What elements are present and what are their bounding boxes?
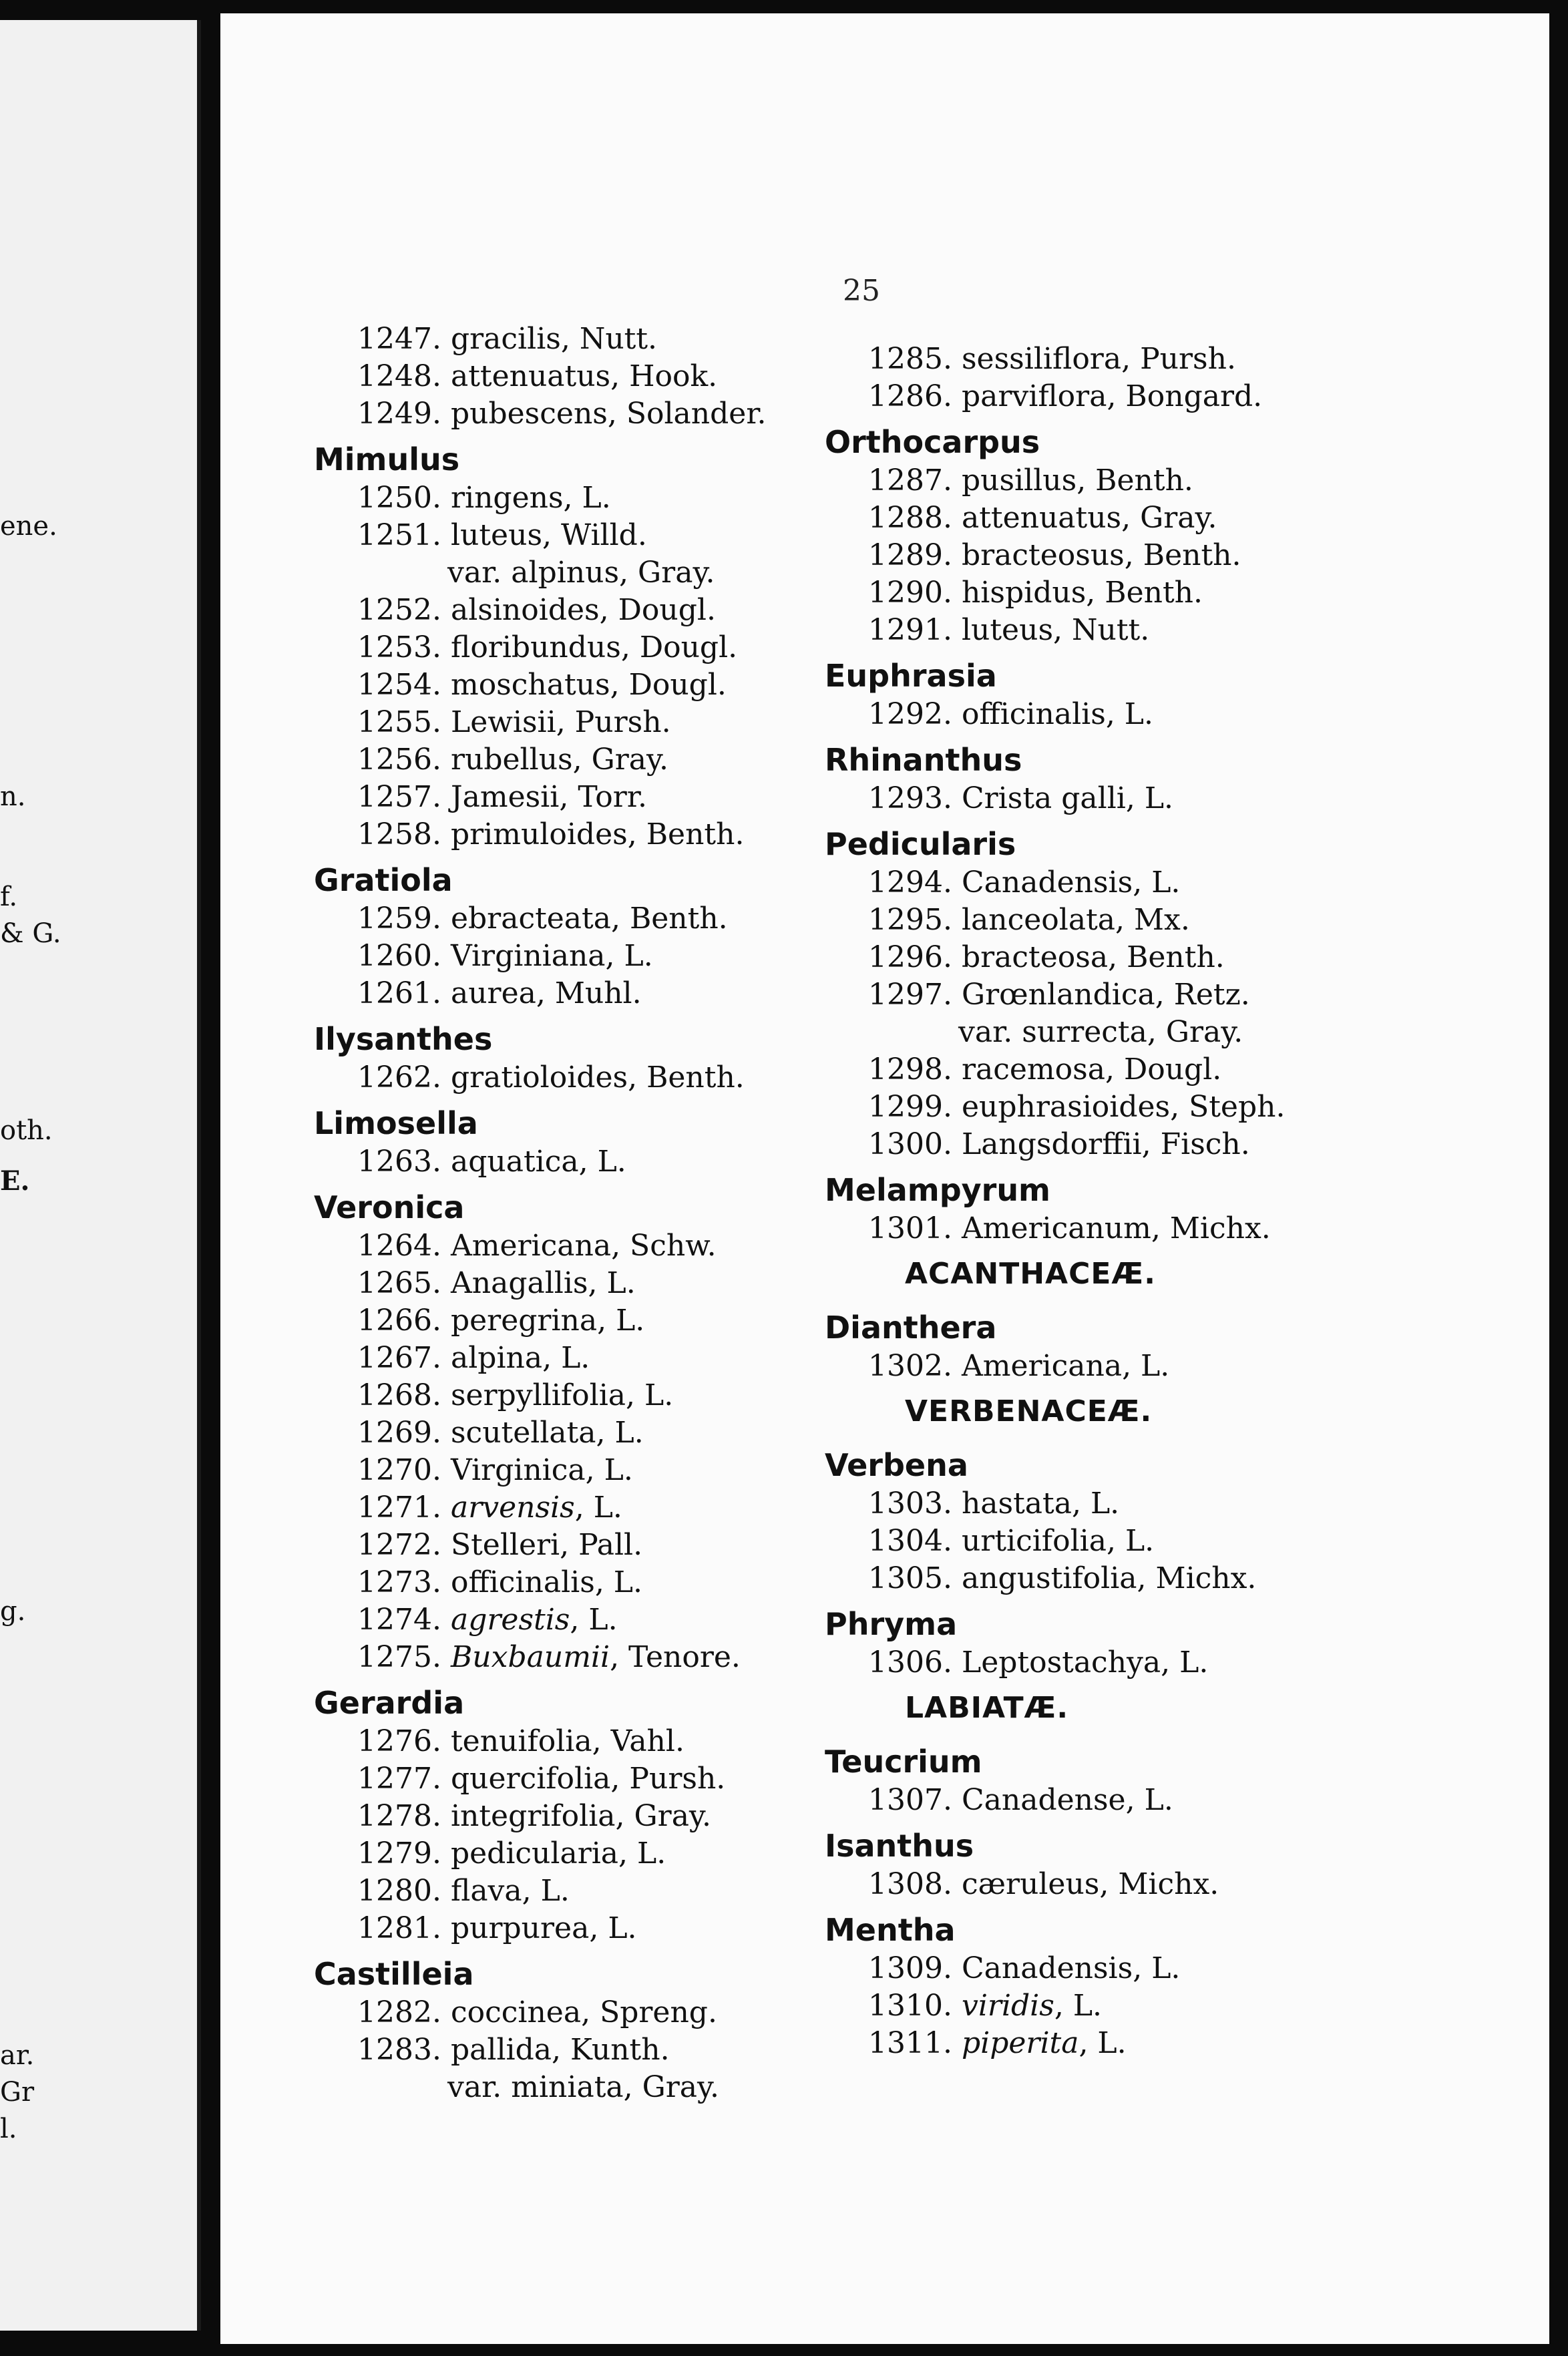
species-entry: 1285. sessiliflora, Pursh.	[825, 341, 1332, 378]
species-number: 1249.	[357, 397, 441, 431]
species-entry: 1252. alsinoides, Dougl.	[314, 592, 781, 629]
species-entry: 1270. Virginica, L.	[314, 1452, 781, 1489]
species-entry: 1289. bracteosus, Benth.	[825, 537, 1332, 574]
species-name: hastata	[961, 1487, 1072, 1521]
species-number: 1258.	[357, 817, 441, 851]
species-authority: Benth.	[1143, 538, 1241, 572]
species-entry: 1296. bracteosa, Benth.	[825, 939, 1332, 976]
species-authority: L.	[637, 1836, 666, 1871]
species-entry: 1250. ringens, L.	[314, 479, 781, 517]
genus-heading: Gerardia	[314, 1685, 465, 1721]
species-authority: Schw.	[630, 1229, 717, 1263]
species-entry: 1254. moschatus, Dougl.	[314, 666, 781, 704]
species-authority: Benth.	[1095, 463, 1193, 498]
species-entry: 1255. Lewisii, Pursh.	[314, 704, 781, 741]
facing-fragment: oth.	[0, 1115, 53, 1146]
facing-fragment: f.	[0, 881, 18, 912]
species-entry: 1260. Virginiana, L.	[314, 938, 781, 975]
species-entry: 1301. Americanum, Michx.	[825, 1210, 1332, 1247]
species-number: 1307.	[868, 1783, 952, 1817]
species-entry: 1251. luteus, Willd.	[314, 517, 781, 554]
species-entry: 1272. Stelleri, Pall.	[314, 1527, 781, 1564]
genus-heading: Pedicularis	[825, 826, 1016, 862]
species-number: 1294.	[868, 865, 952, 900]
species-name: primuloides	[450, 817, 628, 851]
species-number: 1257.	[357, 780, 441, 814]
species-authority: Michx.	[1155, 1561, 1257, 1595]
species-number: 1302.	[868, 1349, 952, 1383]
species-authority: Dougl.	[1123, 1052, 1222, 1087]
species-name: Virginiana	[450, 939, 606, 973]
facing-fragment: ar.	[0, 2040, 35, 2071]
species-name: luteus	[961, 613, 1054, 647]
species-number: 1280.	[357, 1874, 441, 1908]
species-entry: 1297. Grœnlandica, Retz.	[825, 976, 1332, 1014]
species-entry: 1257. Jamesii, Torr.	[314, 779, 781, 816]
species-authority: Pall.	[578, 1528, 643, 1562]
species-name: luteus	[450, 518, 543, 552]
species-entry: 1280. flava, L.	[314, 1873, 781, 1910]
species-authority: L.	[1144, 781, 1174, 815]
species-number: 1309.	[868, 1951, 952, 1985]
species-number: 1260.	[357, 939, 441, 973]
species-name: arvensis	[450, 1491, 575, 1525]
species-name: scutellata	[450, 1416, 596, 1450]
species-number: 1261.	[357, 976, 441, 1010]
species-number: 1250.	[357, 481, 441, 515]
species-name: Canadensis	[961, 1951, 1133, 1985]
species-number: 1295.	[868, 903, 952, 937]
species-entry: 1267. alpina, L.	[314, 1340, 781, 1377]
species-entry: 1248. attenuatus, Hook.	[314, 358, 781, 395]
species-authority: L.	[540, 1874, 570, 1908]
species-authority: L.	[582, 481, 611, 515]
species-name: angustifolia	[961, 1561, 1137, 1595]
species-authority: Benth.	[629, 902, 728, 936]
species-number: 1304.	[868, 1524, 952, 1558]
genus-heading: Verbena	[825, 1447, 968, 1483]
facing-fragment: l.	[0, 2114, 17, 2144]
species-authority: Kunth.	[570, 2033, 670, 2067]
species-entry: 1258. primuloides, Benth.	[314, 816, 781, 853]
genus-heading: Melampyrum	[825, 1172, 1050, 1208]
species-number: 1303.	[868, 1487, 952, 1521]
species-number: 1286.	[868, 379, 952, 413]
species-name: aquatica	[450, 1145, 579, 1179]
species-authority: Willd.	[561, 518, 647, 552]
species-name: Grœnlandica	[961, 978, 1155, 1012]
species-authority: L.	[613, 1565, 643, 1599]
species-name: Jamesii	[450, 780, 560, 814]
facing-fragment: & G.	[0, 918, 61, 949]
species-name: gracilis	[450, 322, 561, 356]
species-number: 1301.	[868, 1211, 952, 1245]
species-entry: 1268. serpyllifolia, L.	[314, 1377, 781, 1414]
species-name: agrestis	[450, 1603, 570, 1637]
facing-fragment: n.	[0, 781, 26, 812]
variety-entry: var. miniata, Gray.	[447, 2070, 719, 2104]
species-name: purpurea	[450, 1911, 590, 1945]
species-number: 1308.	[868, 1867, 952, 1901]
left-column	[314, 321, 781, 2106]
species-entry: 1278. integrifolia, Gray.	[314, 1798, 781, 1835]
right-column	[825, 341, 1332, 2062]
species-name: Canadensis	[961, 865, 1133, 900]
species-name: Americana	[450, 1229, 612, 1263]
species-authority: L.	[616, 1304, 645, 1338]
species-authority: Benth.	[646, 817, 745, 851]
species-number: 1265.	[357, 1266, 441, 1300]
species-authority: L.	[593, 1491, 622, 1525]
species-entry: 1299. euphrasioides, Steph.	[825, 1089, 1332, 1126]
species-name: pusillus	[961, 463, 1077, 498]
species-entry: 1298. racemosa, Dougl.	[825, 1051, 1332, 1089]
species-name: tenuifolia	[450, 1724, 592, 1758]
species-number: 1262.	[357, 1060, 441, 1095]
species-entry: 1308. cæruleus, Michx.	[825, 1866, 1332, 1903]
species-entry: 1307. Canadense, L.	[825, 1782, 1332, 1819]
species-entry: 1265. Anagallis, L.	[314, 1265, 781, 1302]
species-number: 1299.	[868, 1090, 952, 1124]
species-entry: 1253. floribundus, Dougl.	[314, 629, 781, 666]
species-authority: L.	[1125, 1524, 1155, 1558]
species-authority: L.	[1179, 1645, 1209, 1680]
species-number: 1275.	[357, 1640, 441, 1674]
family-heading: VERBENACEÆ.	[905, 1394, 1153, 1428]
species-entry: 1287. pusillus, Benth.	[825, 462, 1332, 500]
species-authority: Michx.	[1118, 1867, 1219, 1901]
species-number: 1283.	[357, 2033, 441, 2067]
species-entry: 1266. peregrina, L.	[314, 1302, 781, 1340]
species-number: 1287.	[868, 463, 952, 498]
species-number: 1269.	[357, 1416, 441, 1450]
species-name: Stelleri	[450, 1528, 560, 1562]
facing-fragment: E.	[0, 1165, 30, 1197]
species-entry: 1306. Leptostachya, L.	[825, 1644, 1332, 1682]
species-name: Virginica	[450, 1453, 586, 1487]
genus-heading: Teucrium	[825, 1744, 982, 1780]
variety-entry: var. surrecta, Gray.	[958, 1015, 1243, 1049]
variety-entry: var. alpinus, Gray.	[447, 556, 715, 590]
species-number: 1288.	[868, 501, 952, 535]
species-number: 1247.	[357, 322, 441, 356]
species-entry: 1294. Canadensis, L.	[825, 864, 1332, 902]
species-authority: Michx.	[1169, 1211, 1271, 1245]
species-name: alpina	[450, 1341, 543, 1375]
facing-fragment: ene.	[0, 511, 57, 542]
species-authority: L.	[1144, 1783, 1173, 1817]
species-entry: 1262. gratioloides, Benth.	[314, 1059, 781, 1097]
genus-heading: Phryma	[825, 1606, 958, 1642]
species-number: 1274.	[357, 1603, 441, 1637]
species-name: urticifolia	[961, 1524, 1107, 1558]
species-name: Leptostachya	[961, 1645, 1161, 1680]
species-name: ebracteata	[450, 902, 611, 936]
species-name: integrifolia	[450, 1799, 616, 1833]
genus-heading: Ilysanthes	[314, 1021, 493, 1057]
species-name: racemosa	[961, 1052, 1105, 1087]
species-entry: 1293. Crista galli, L.	[825, 780, 1332, 817]
species-authority: L.	[1141, 1349, 1170, 1383]
species-authority: Mx.	[1134, 903, 1190, 937]
species-name: officinalis	[450, 1565, 595, 1599]
species-authority: Benth.	[1127, 940, 1225, 974]
species-entry: 1249. pubescens, Solander.	[314, 395, 781, 433]
species-name: bracteosus	[961, 538, 1125, 572]
species-number: 1306.	[868, 1645, 952, 1680]
species-authority: L.	[1151, 1951, 1181, 1985]
species-authority: Pursh.	[1140, 342, 1236, 376]
genus-heading: Castilleia	[314, 1956, 474, 1992]
genus-heading: Dianthera	[825, 1310, 997, 1346]
species-number: 1290.	[868, 576, 952, 610]
species-authority: L.	[1151, 865, 1181, 900]
genus-heading: Mentha	[825, 1912, 956, 1948]
species-entry: 1256. rubellus, Gray.	[314, 741, 781, 779]
family-heading: LABIATÆ.	[905, 1691, 1069, 1725]
species-entry: 1261. aurea, Muhl.	[314, 975, 781, 1012]
genus-heading: Limosella	[314, 1105, 478, 1141]
species-entry: 1269. scutellata, L.	[314, 1414, 781, 1452]
species-number: 1272.	[357, 1528, 441, 1562]
species-entry: 1259. ebracteata, Benth.	[314, 900, 781, 938]
species-entry: 1282. coccinea, Spreng.	[314, 1994, 781, 2031]
species-authority: Benth.	[646, 1060, 745, 1095]
page-number: 25	[843, 274, 880, 308]
species-authority: Nutt.	[1072, 613, 1150, 647]
species-authority: Gray.	[634, 1799, 711, 1833]
species-entry: 1279. pedicularia, L.	[314, 1835, 781, 1873]
species-number: 1259.	[357, 902, 441, 936]
species-name: cæruleus	[961, 1867, 1100, 1901]
genus-heading: Rhinanthus	[825, 742, 1022, 778]
species-name: piperita	[961, 2026, 1079, 2060]
species-name: sessiliflora	[961, 342, 1122, 376]
species-authority: L.	[614, 1416, 644, 1450]
species-name: moschatus	[450, 668, 610, 702]
species-entry: 1300. Langsdorffii, Fisch.	[825, 1126, 1332, 1163]
species-entry: 1283. pallida, Kunth.	[314, 2031, 781, 2069]
species-number: 1296.	[868, 940, 952, 974]
species-entry: 1275. Buxbaumii, Tenore.	[314, 1639, 781, 1676]
species-authority: Solander.	[626, 397, 767, 431]
species-number: 1298.	[868, 1052, 952, 1087]
family-heading: ACANTHACEÆ.	[905, 1257, 1156, 1291]
species-authority: L.	[1097, 2026, 1127, 2060]
species-name: viridis	[961, 1989, 1054, 2023]
species-entry: 1276. tenuifolia, Vahl.	[314, 1723, 781, 1760]
facing-fragment: Gr	[0, 2077, 35, 2108]
species-entry: 1305. angustifolia, Michx.	[825, 1560, 1332, 1597]
facing-fragment: g.	[0, 1596, 26, 1627]
species-authority: L.	[644, 1378, 674, 1412]
species-authority: Nutt.	[579, 322, 658, 356]
species-number: 1300.	[868, 1127, 952, 1161]
species-number: 1279.	[357, 1836, 441, 1871]
species-entry: 1273. officinalis, L.	[314, 1564, 781, 1601]
species-number: 1311.	[868, 2026, 952, 2060]
species-entry: 1303. hastata, L.	[825, 1485, 1332, 1523]
species-authority: Bongard.	[1125, 379, 1263, 413]
species-authority: Pursh.	[629, 1762, 726, 1796]
species-entry: 1288. attenuatus, Gray.	[825, 500, 1332, 537]
species-name: parviflora	[961, 379, 1107, 413]
genus-heading: Orthocarpus	[825, 424, 1040, 460]
species-name: Buxbaumii	[450, 1640, 610, 1674]
species-number: 1291.	[868, 613, 952, 647]
species-number: 1263.	[357, 1145, 441, 1179]
species-number: 1281.	[357, 1911, 441, 1945]
species-number: 1271.	[357, 1491, 441, 1525]
species-entry: 1263. aquatica, L.	[314, 1143, 781, 1181]
species-entry: 1302. Americana, L.	[825, 1348, 1332, 1385]
species-number: 1305.	[868, 1561, 952, 1595]
species-name: euphrasioides	[961, 1090, 1171, 1124]
species-name: attenuatus	[961, 501, 1122, 535]
genus-heading: Veronica	[314, 1189, 465, 1225]
species-number: 1282.	[357, 1995, 441, 2029]
species-authority: Gray.	[591, 743, 669, 777]
species-number: 1264.	[357, 1229, 441, 1263]
species-name: alsinoides	[450, 593, 600, 627]
species-authority: Dougl.	[618, 593, 716, 627]
species-number: 1256.	[357, 743, 441, 777]
species-name: peregrina	[450, 1304, 598, 1338]
species-number: 1289.	[868, 538, 952, 572]
species-authority: Benth.	[1105, 576, 1203, 610]
species-name: attenuatus	[450, 359, 611, 393]
species-entry: 1295. lanceolata, Mx.	[825, 902, 1332, 939]
species-entry: 1309. Canadensis, L.	[825, 1950, 1332, 1987]
species-entry: 1277. quercifolia, Pursh.	[314, 1760, 781, 1798]
species-name: ringens	[450, 481, 564, 515]
species-authority: Dougl.	[639, 630, 738, 664]
species-authority: Retz.	[1173, 978, 1250, 1012]
species-entry: 1311. piperita, L.	[825, 2025, 1332, 2062]
species-entry: 1271. arvensis, L.	[314, 1489, 781, 1527]
species-authority: Torr.	[578, 780, 647, 814]
species-number: 1285.	[868, 342, 952, 376]
species-name: floribundus	[450, 630, 621, 664]
species-name: officinalis	[961, 697, 1106, 731]
species-entry: 1264. Americana, Schw.	[314, 1227, 781, 1265]
species-authority: Hook.	[629, 359, 718, 393]
species-entry: 1281. purpurea, L.	[314, 1910, 781, 1947]
species-authority: L.	[1072, 1989, 1103, 2023]
genus-heading: Gratiola	[314, 862, 453, 898]
species-authority: L.	[608, 1911, 637, 1945]
species-number: 1293.	[868, 781, 952, 815]
species-authority: Fisch.	[1160, 1127, 1250, 1161]
species-name: gratioloides	[450, 1060, 628, 1095]
species-authority: Muhl.	[554, 976, 642, 1010]
species-number: 1248.	[357, 359, 441, 393]
species-name: lanceolata	[961, 903, 1116, 937]
species-entry: 1304. urticifolia, L.	[825, 1523, 1332, 1560]
species-authority: Spreng.	[600, 1995, 717, 2029]
species-authority: L.	[1124, 697, 1154, 731]
species-number: 1278.	[357, 1799, 441, 1833]
species-authority: L.	[597, 1145, 626, 1179]
species-number: 1255.	[357, 705, 441, 739]
genus-heading: Mimulus	[314, 441, 460, 477]
species-number: 1254.	[357, 668, 441, 702]
species-authority: L.	[604, 1453, 633, 1487]
species-name: Crista galli	[961, 781, 1126, 815]
species-authority: Gray.	[1140, 501, 1217, 535]
genus-heading: Isanthus	[825, 1828, 974, 1864]
species-name: coccinea	[450, 1995, 582, 2029]
species-authority: L.	[1090, 1487, 1120, 1521]
species-entry: 1292. officinalis, L.	[825, 696, 1332, 733]
species-name: Langsdorffii	[961, 1127, 1142, 1161]
species-number: 1297.	[868, 978, 952, 1012]
species-number: 1292.	[868, 697, 952, 731]
species-name: pubescens	[450, 397, 608, 431]
species-name: rubellus	[450, 743, 573, 777]
species-authority: Steph.	[1189, 1090, 1286, 1124]
species-authority: L.	[606, 1266, 636, 1300]
species-number: 1252.	[357, 593, 441, 627]
species-entry: 1286. parviflora, Bongard.	[825, 378, 1332, 415]
species-number: 1266.	[357, 1304, 441, 1338]
document-page	[220, 13, 1549, 2344]
species-number: 1270.	[357, 1453, 441, 1487]
species-name: bracteosa	[961, 940, 1109, 974]
species-entry: 1290. hispidus, Benth.	[825, 574, 1332, 612]
species-number: 1251.	[357, 518, 441, 552]
species-authority: L.	[561, 1341, 590, 1375]
species-entry: 1291. luteus, Nutt.	[825, 612, 1332, 649]
species-name: hispidus	[961, 576, 1087, 610]
species-authority: L.	[588, 1603, 618, 1637]
species-name: quercifolia	[450, 1762, 611, 1796]
facing-page-fragments	[0, 20, 197, 2331]
species-name: Americanum	[961, 1211, 1151, 1245]
species-name: pedicularia	[450, 1836, 619, 1871]
species-name: Lewisii	[450, 705, 556, 739]
species-number: 1273.	[357, 1565, 441, 1599]
species-authority: Vahl.	[610, 1724, 684, 1758]
species-name: Americana	[961, 1349, 1123, 1383]
species-number: 1310.	[868, 1989, 952, 2023]
species-name: Anagallis	[450, 1266, 588, 1300]
species-entry: 1310. viridis, L.	[825, 1987, 1332, 2025]
species-entry: 1247. gracilis, Nutt.	[314, 321, 781, 358]
species-name: Canadense	[961, 1783, 1126, 1817]
species-name: aurea	[450, 976, 536, 1010]
species-number: 1267.	[357, 1341, 441, 1375]
species-name: flava	[450, 1874, 522, 1908]
facing-page-edge	[0, 20, 201, 2331]
species-name: pallida	[450, 2033, 552, 2067]
species-authority: Dougl.	[628, 668, 727, 702]
species-name: serpyllifolia	[450, 1378, 626, 1412]
species-number: 1277.	[357, 1762, 441, 1796]
species-number: 1268.	[357, 1378, 441, 1412]
species-entry: 1274. agrestis, L.	[314, 1601, 781, 1639]
genus-heading: Euphrasia	[825, 658, 997, 694]
species-authority: L.	[624, 939, 653, 973]
species-number: 1253.	[357, 630, 441, 664]
species-number: 1276.	[357, 1724, 441, 1758]
species-authority: Tenore.	[628, 1640, 741, 1674]
species-authority: Pursh.	[574, 705, 671, 739]
